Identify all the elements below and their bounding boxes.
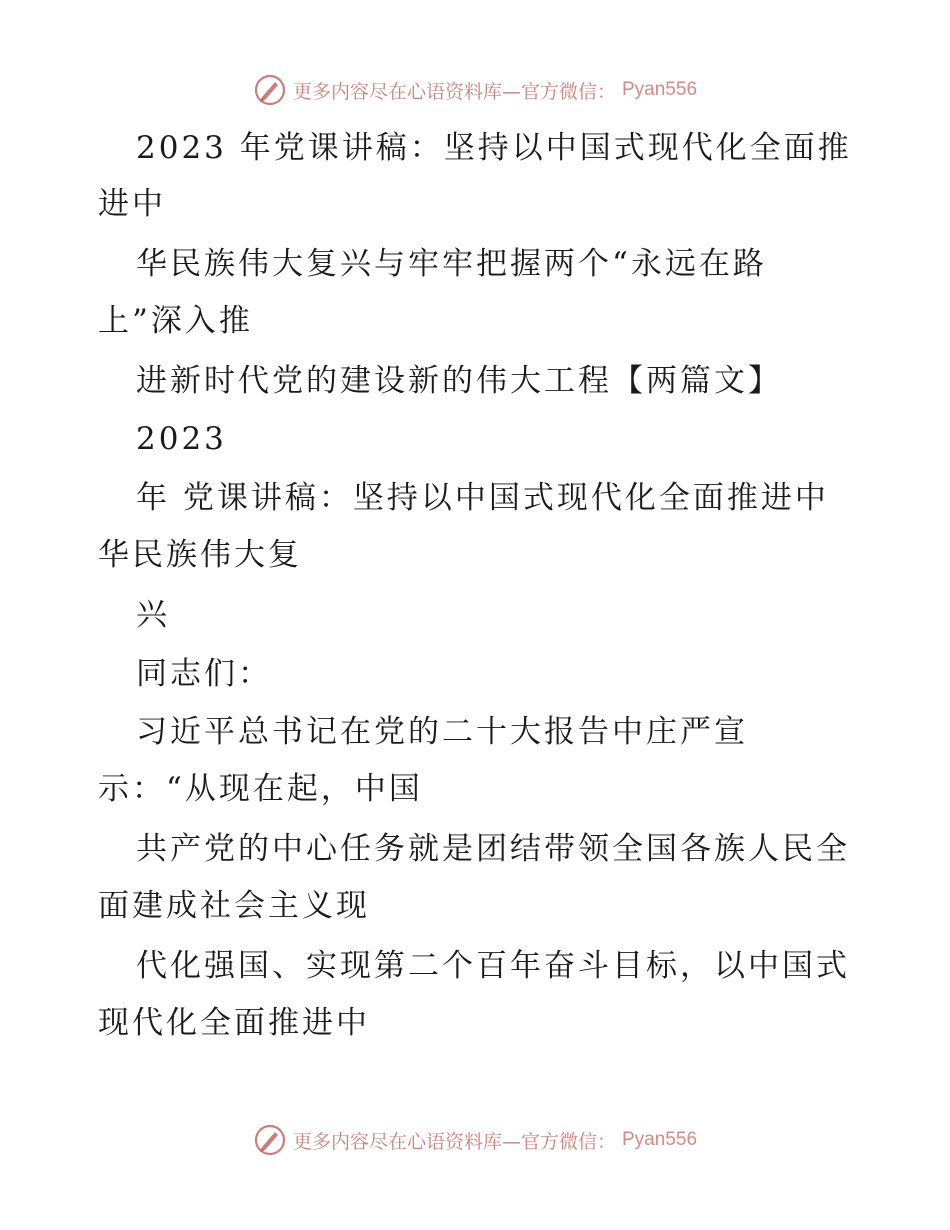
header-wechat-id: Pyan556 xyxy=(622,79,698,100)
doc-line-14: 面建成社会主义现 xyxy=(98,888,370,924)
doc-line-1: 2023 年党课讲稿：坚持以中国式现代化全面推 xyxy=(136,130,852,166)
doc-line-7: 年 党课讲稿：坚持以中国式现代化全面推进中 xyxy=(136,480,829,516)
header-watermark-text: 更多内容尽在心语资料库—官方微信： xyxy=(292,80,616,103)
doc-line-8: 华民族伟大复 xyxy=(98,537,302,573)
doc-line-3: 华民族伟大复兴与牢牢把握两个“永远在路 xyxy=(136,246,767,282)
doc-line-15: 代化强国、实现第二个百年奋斗目标，以中国式 xyxy=(136,948,850,984)
footer-wechat-id: Pyan556 xyxy=(622,1129,698,1150)
doc-line-6: 2023 xyxy=(136,421,227,457)
doc-line-2: 进中 xyxy=(98,186,166,222)
doc-line-4: 上”深入推 xyxy=(98,303,253,339)
pen-logo-icon xyxy=(253,1123,287,1157)
footer-watermark-text: 更多内容尽在心语资料库—官方微信： xyxy=(292,1130,616,1153)
doc-line-13: 共产党的中心任务就是团结带领全国各族人民全 xyxy=(136,831,850,867)
doc-line-11: 习近平总书记在党的二十大报告中庄严宣 xyxy=(136,714,748,750)
doc-line-5: 进新时代党的建设新的伟大工程【两篇文】 xyxy=(136,363,782,399)
doc-line-10: 同志们： xyxy=(136,656,272,692)
doc-line-9: 兴 xyxy=(136,597,170,633)
doc-line-12: 示：“从现在起，中国 xyxy=(98,771,423,807)
footer-watermark-banner xyxy=(0,1120,950,1160)
doc-line-16: 现代化全面推进中 xyxy=(98,1005,370,1041)
